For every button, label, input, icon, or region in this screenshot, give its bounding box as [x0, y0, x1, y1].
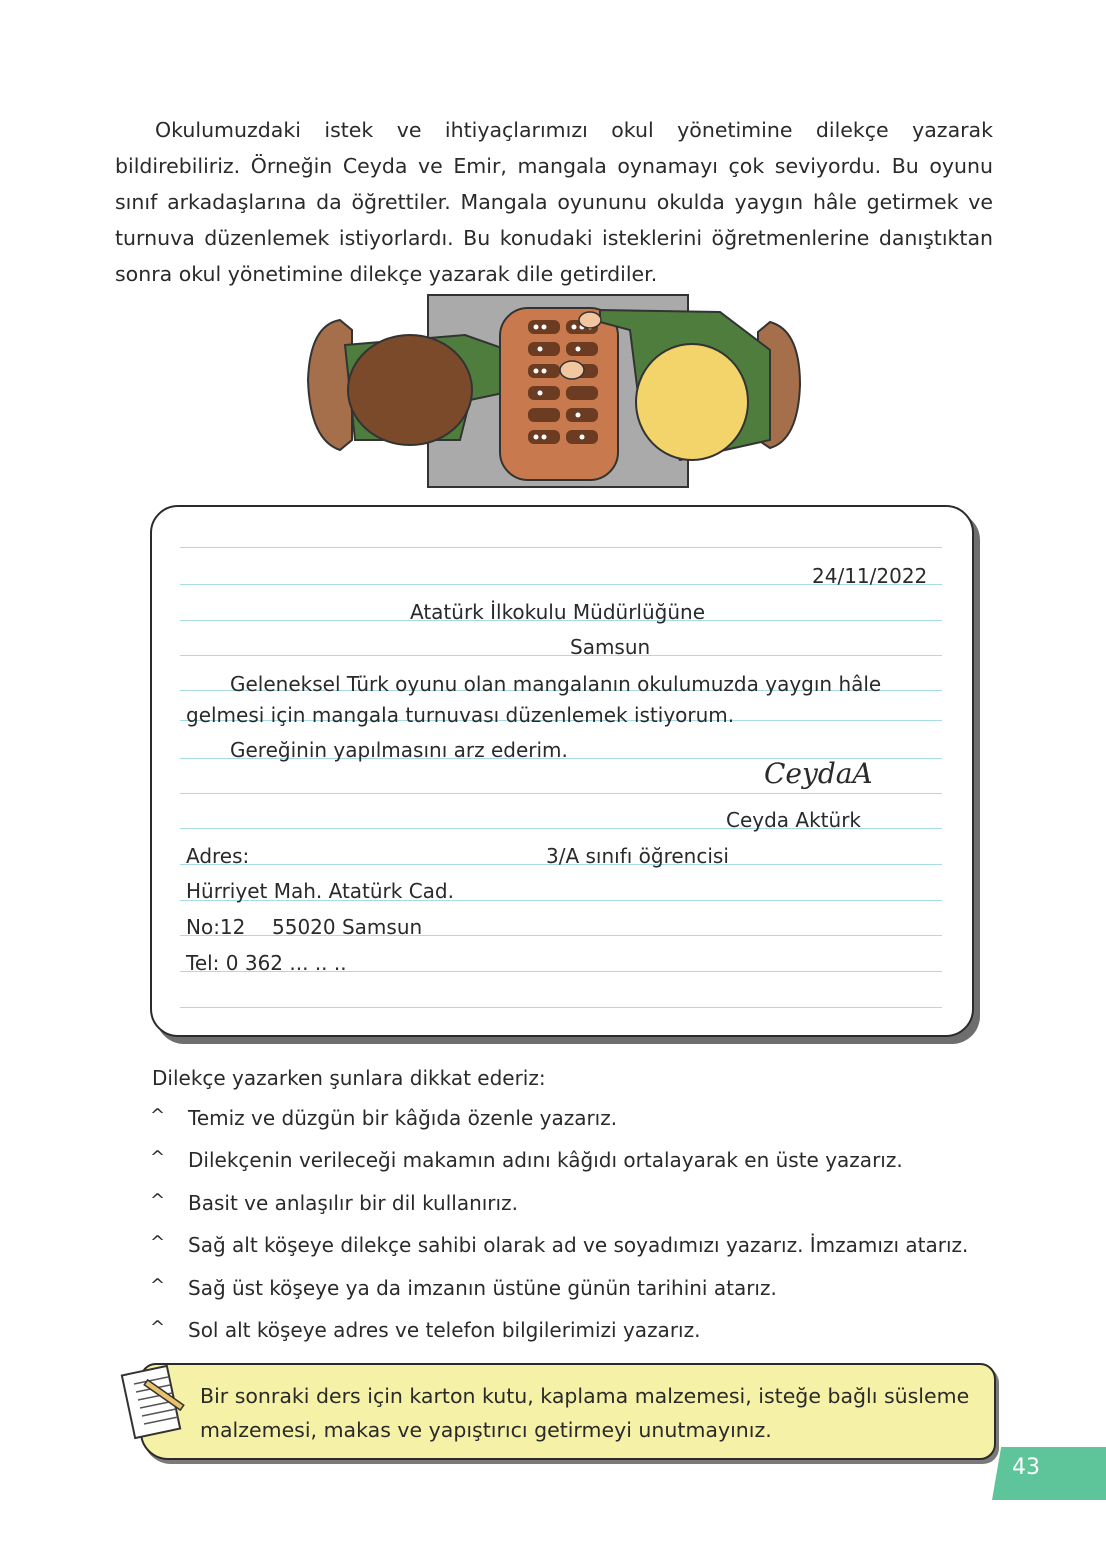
letter-phone: Tel: 0 362 ... .. ..: [186, 951, 347, 975]
caret-icon: ^: [150, 1147, 166, 1169]
letter-body-line1: Geleneksel Türk oyunu olan mangalanın okulumuzda yaygın hâle: [230, 672, 882, 696]
tips-title: Dilekçe yazarken şunlara dikkat ederiz:: [152, 1066, 546, 1090]
caret-icon: ^: [150, 1274, 166, 1296]
notepad-pencil-icon: [120, 1362, 192, 1442]
reminder-text: Bir sonraki ders için karton kutu, kaplama malzemesi, isteğe bağlı süsleme malzemesi, makas ve yapıştırıcı getirmeyi unutmayınız.: [200, 1384, 970, 1442]
left-child-hand: [560, 361, 584, 379]
page-number: 43: [1012, 1455, 1040, 1480]
reminder-note: [140, 1363, 996, 1460]
page-number-tab: [992, 1447, 1106, 1500]
caret-icon: ^: [150, 1232, 166, 1254]
letter-sender-class: 3/A sınıfı öğrencisi: [546, 844, 729, 868]
letter-address-no: No:12: [186, 915, 246, 939]
intro-paragraph: Okulumuzdaki istek ve ihtiyaçlarımızı okul yönetimine dilekçe yazarak bildirebiliriz. Örneğin Ceyda ve Emir, mangala oynamayı çok seviyordu. Bu oyunu sınıf arkadaşlarına da öğrettiler. Mangala oyununu okulda yaygın hâle getirmek ve turnuva düzenlemek istiyorlardı. Bu konudaki isteklerini öğretmenlerine danıştıktan sonra okul yönetimine dilekçe yazarak dile getirdiler.: [115, 118, 993, 286]
letter-address-line1: Hürriyet Mah. Atatürk Cad.: [186, 879, 454, 903]
letter-address-postal: 55020 Samsun: [272, 915, 423, 939]
caret-icon: ^: [150, 1316, 166, 1338]
letter-city: Samsun: [570, 635, 651, 659]
letter-recipient: Atatürk İlkokulu Müdürlüğüne: [410, 600, 706, 624]
right-child-hand: [579, 312, 601, 328]
right-child-head: [636, 344, 748, 460]
letter-signature: CeydaA: [764, 757, 873, 790]
left-child-head: [348, 335, 472, 445]
mangala-illustration: [300, 290, 810, 490]
letter-sender-name: Ceyda Aktürk: [726, 808, 861, 832]
caret-icon: ^: [150, 1189, 166, 1211]
letter-address-label: Adres:: [186, 844, 250, 868]
letter-closing: Gereğinin yapılmasını arz ederim.: [230, 738, 568, 762]
letter-body-line2: gelmesi için mangala turnuvası düzenlemek istiyorum.: [186, 703, 735, 727]
letter-date: 24/11/2022: [812, 564, 928, 588]
left-chair: [308, 320, 352, 450]
caret-icon: ^: [150, 1105, 166, 1126]
petition-letter: [150, 505, 974, 1037]
